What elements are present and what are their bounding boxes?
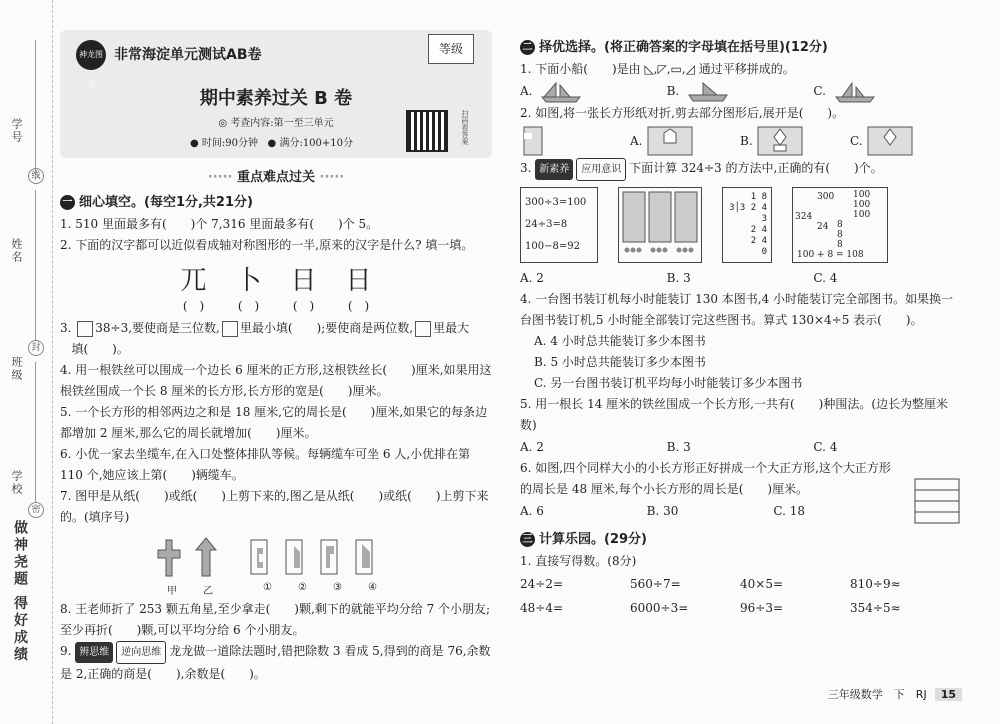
options-r5 [520,436,960,458]
option-a[interactable]: A. [630,124,740,158]
question-r6: 6. 如图,四个同样大小的小长方形正好拼成一个大正方形,这个大正方形的周长是 48 厘米,每个小长方形的周长是( )厘米。 [520,460,891,496]
badge-thinking: 辨思维 [75,642,113,663]
unfold-a-icon [646,125,694,157]
base-ten-blocks [621,190,699,260]
publisher-logo: 神龙图书 [76,40,106,70]
answer-blank[interactable]: ( ) [182,299,205,313]
question-8: 8. 王老师折了 253 颗五角星,至少拿走( )颗,剩下的就能平均分给 7 个小朋友;至少再折( )颗,可以平均分给 6 个小朋友。 [60,602,491,637]
option-a[interactable]: A. 2 [520,270,544,285]
calc-item[interactable]: 40×5= [740,576,784,591]
answer-square[interactable] [222,321,238,337]
method-2 [618,187,702,263]
calc-item[interactable]: 6000÷3= [630,600,689,615]
question-r2: 2. 如图,将一张长方形纸对折,剪去部分图形后,展开是( )。 [520,105,845,120]
question-7: 7. 图甲是从纸( )或纸( )上剪下来的,图乙是从纸( )或纸( )上剪下来的。(填序号) [60,489,489,524]
binding-strip [0,0,53,724]
question-2: 2. 下面的汉字都可以近似看成轴对称图形的一半,原来的汉字是什么? 填一填。 [60,238,474,252]
option-b[interactable]: B. 30 [646,503,679,518]
half-char: 日 [290,266,317,296]
clock-icon: ● [190,138,202,149]
option-a[interactable]: A. [520,80,667,103]
question-r1: 1. 下面小船( )是由 ◺,◸,▭,◿ 通过平移拼成的。 [520,62,795,76]
boat-b-icon [683,81,733,103]
exam-meta: ● 时间:90分钟 ● 满分:100+10分 [190,138,354,149]
calc-item[interactable]: 354÷5≈ [850,600,901,615]
answer-square[interactable] [77,321,93,337]
method-figures [520,187,960,263]
options-r1 [520,80,960,103]
right-column [520,30,960,620]
field-student-id: 学号 [10,118,23,144]
option-a[interactable]: A. 2 [520,439,544,454]
option-c[interactable]: C. 4 [813,439,838,454]
section-3-title: 三 计算乐园。(29分) [520,528,960,547]
score-icon: ● [267,138,280,149]
paper-1-cut [257,548,263,568]
calc-item[interactable]: 24÷2= [520,576,564,591]
bind-line [35,362,36,502]
badge-application: 应用意识 [576,158,626,181]
answer-blank[interactable]: ( ) [292,299,315,313]
option-a[interactable]: A. 6 [520,503,544,518]
option-c[interactable]: C. [850,124,960,158]
brand-title: 非常海淀单元测试AB卷 [114,47,262,63]
option-c[interactable]: C. 另一台图书装订机平均每小时能装订多少本图书 [534,375,803,390]
half-char: 兀 [180,266,207,296]
method-1: 300÷3=100 24÷3=8 100−8=92 [520,187,598,263]
option-c[interactable]: C. 4 [813,270,838,285]
calc-item[interactable]: 810÷9≈ [850,576,901,591]
question-1: 1. 510 里面最多有( )个 7,316 里面最多有( )个 5。 [60,217,379,231]
exam-title: 期中素养过关 B 卷 [199,88,353,109]
paper-figures [156,534,492,597]
left-column [60,30,492,685]
question-9: 9. 辨思维 逆向思维 龙龙做一道除法题时,错把除数 3 看成 5,得到的商是 76,余数是 2,正确的商是( ),余数是( )。 [60,641,492,685]
badge-new-literacy: 新素养 [535,159,573,180]
exam-scope: ◎ 考查内容:第一至三单元 [218,118,334,129]
answer-square[interactable] [415,321,431,337]
seal-mark: 密 [28,502,44,518]
unfold-b-icon [756,125,804,157]
search-icon: ◎ [218,118,231,129]
question-4: 4. 用一根铁丝可以围成一个边长 6 厘米的正方形,这根铁丝长( )厘米,如果用这根铁丝围成一个长 8 厘米的长方形,长方形的宽是( )厘米。 [60,363,492,398]
bind-line [35,40,36,180]
arrow-shape [196,538,216,576]
qr-code[interactable] [406,110,448,152]
page-footer: 三年级数学 下 RJ 15 [828,686,962,702]
question-5: 5. 一个长方形的相邻两边之和是 18 厘米,它的周长是( )厘米,如果它的每条边都增加 2 厘米,那么它的周长就增加( )厘米。 [60,405,488,440]
unfold-c-icon [866,125,914,157]
calc-item[interactable]: 560÷7= [630,576,681,591]
question-r3: 3. 新素养 应用意识 下面计算 324÷3 的方法中,正确的有( )个。 [520,158,960,181]
field-class: 班级 [10,356,23,382]
header-box [60,30,492,158]
badge-reverse: 逆向思维 [116,641,166,664]
section-number: 三 [520,532,535,547]
question-r6-block [520,458,960,500]
section-2-title: 二 择优选择。(将正确答案的字母填在括号里)(12分) [520,36,960,55]
question-6: 6. 小优一家去坐缆车,在入口处整体排队等候。每辆缆车可坐 6 人,小优排在第 110 个,她应该上第( )辆缆车。 [60,447,471,482]
method-3: 1 8 3│3 2 4 3 2 4 2 4 0 [722,187,772,263]
figure-labels: 甲 乙 ① ② ③ ④ [167,582,377,597]
option-b[interactable]: B. 3 [666,439,691,454]
qr-caption: 扫码看答案 [461,110,469,145]
calc-item[interactable]: 48÷4= [520,600,564,615]
option-b[interactable]: B. 5 小时总共能装订多少本图书 [534,354,706,369]
subquestion-1: 1. 直接写得数。(8分) [520,553,637,568]
question-3: 3. 38÷3,要使商是三位数, 里最小填( );要使商是两位数, 里最大 填( )。 [60,321,470,356]
page-number: 15 [935,688,962,701]
option-c[interactable]: C. [813,80,960,103]
half-char: 日 [345,266,372,296]
method-4: 324 300 24 100 100 100 8 8 8 100 + 8 = 108 [792,187,888,263]
options-r3 [520,267,960,289]
half-char: 卜 [235,266,262,296]
field-school: 学校 [10,470,23,496]
grade-box: 等级 [428,34,474,64]
seal-mark: 线 [28,168,44,184]
section-banner: ····· 重点难点过关 ····· [207,170,345,185]
folded-paper [520,124,630,158]
mental-math-grid [520,572,960,620]
option-b[interactable]: B. [740,124,850,158]
slogan: 做神尧题 得好成绩 [12,520,28,664]
option-c[interactable]: C. 18 [773,503,805,518]
four-rectangles-figure [914,478,960,524]
calc-item[interactable]: 96÷3= [740,600,784,615]
answer-blank[interactable]: ( ) [237,299,260,313]
bind-line [35,190,36,340]
options-r2 [520,124,960,158]
hanzi-row [166,260,386,297]
boat-a-icon [536,81,586,103]
cutout-figures [156,534,396,582]
section-1-title: 一 细心填空。(每空1分,共21分) [60,191,492,210]
paper-3-cut [326,546,334,568]
seal-mark: 封 [28,340,44,356]
option-a[interactable]: A. 4 小时总共能装订多少本图书 [534,333,706,348]
folded-paper-icon [520,125,550,157]
option-b[interactable]: B. [667,80,814,103]
paper-4-cut [362,544,370,568]
field-name: 姓名 [10,238,23,264]
question-r4: 4. 一台图书装订机每小时能装订 130 本图书,4 小时能装订完全部图书。如果换一台图书装订机,5 小时能全部装订完这些图书。算式 130×4÷5 表示( )。 [520,291,954,327]
boat-c-icon [830,81,880,103]
question-r5: 5. 用一根长 14 厘米的铁丝围成一个长方形,一共有( )种围法。(边长为整厘米数) [520,396,949,432]
answer-blank[interactable]: ( ) [347,299,370,313]
options-r6 [520,500,900,522]
paper-2-cut [294,546,300,568]
section-number: 二 [520,40,535,55]
answer-blank-row [166,297,386,314]
option-b[interactable]: B. 3 [666,270,691,285]
section-number: 一 [60,195,75,210]
cross-shape [158,540,180,576]
